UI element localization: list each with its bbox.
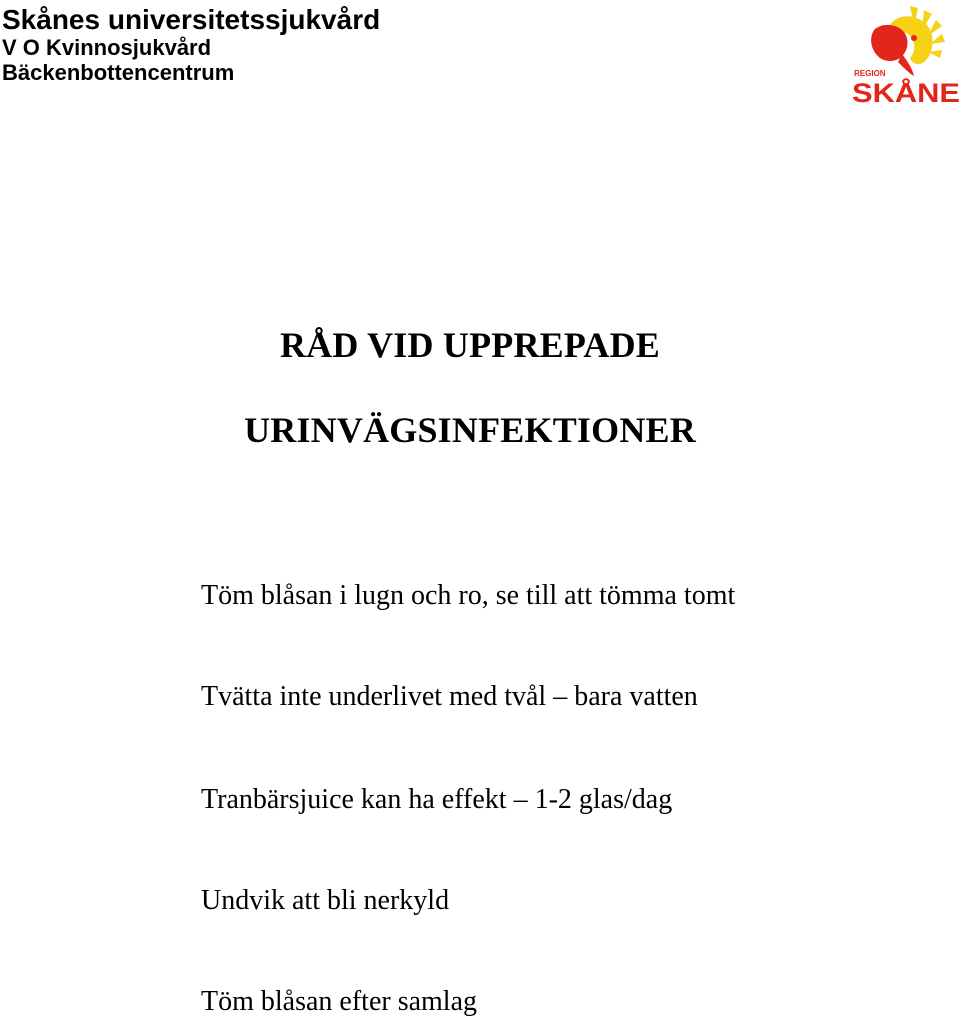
advice-item: Töm blåsan i lugn och ro, se till att tömma tomt <box>201 580 736 611</box>
organization-name: Skånes universitetssjukvård <box>2 4 381 35</box>
unit-name: Bäckenbottencentrum <box>2 59 235 85</box>
advice-item: Undvik att bli nerkyld <box>201 885 450 916</box>
advice-item: Töm blåsan efter samlag <box>201 986 478 1017</box>
advice-item: Tranbärsjuice kan ha effekt – 1-2 glas/dag <box>201 784 673 815</box>
logo-region-text: REGION <box>854 69 886 78</box>
department-name: V O Kvinnosjukvård <box>2 35 212 61</box>
document-title-line-1: RÅD VID UPPREPADE <box>279 325 661 365</box>
advice-item: Tvätta inte underlivet med tvål – bara vatten <box>201 681 698 712</box>
document-title-line-2: URINVÄGSINFEKTIONER <box>244 410 696 450</box>
logo-skane-text: SKÅNE <box>852 78 947 104</box>
region-skane-logo <box>852 4 960 104</box>
griffin-emblem-icon <box>871 6 945 76</box>
organization-header <box>2 4 380 86</box>
